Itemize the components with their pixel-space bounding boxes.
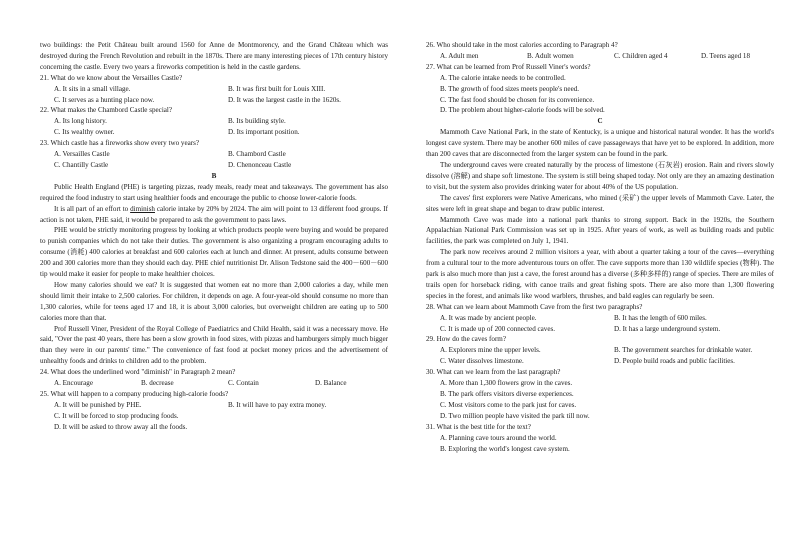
q24-option-d: D. Balance bbox=[315, 379, 347, 388]
q31-option-a: A. Planning cave tours around the world. bbox=[440, 433, 557, 442]
q21-option-b: B. It was first built for Louis XIII. bbox=[228, 84, 326, 93]
q25-option-b: B. It will have to pay extra money. bbox=[228, 400, 327, 409]
question-29: 29. How do the caves form? bbox=[426, 335, 506, 344]
section-c-heading: C bbox=[597, 117, 603, 126]
question-30: 30. What can we learn from the last paragraph? bbox=[426, 368, 561, 377]
q22-options-row2 bbox=[40, 127, 388, 138]
q26-options bbox=[426, 51, 774, 62]
q28-option-d: D. It has a large underground system. bbox=[614, 324, 721, 333]
q29-option-d: D. People build roads and public facilities. bbox=[614, 357, 735, 366]
q21-options-row2 bbox=[40, 95, 388, 106]
question-23: 23. Which castle has a fireworks show every two years? bbox=[40, 139, 200, 148]
q26-option-b: B. Adult women bbox=[527, 51, 574, 60]
question-25: 25. What will happen to a company producing high-calorie foods? bbox=[40, 390, 229, 398]
q29-options-row2 bbox=[426, 356, 774, 367]
q31-options bbox=[426, 433, 774, 455]
q26-option-c: C. Children aged 4 bbox=[614, 51, 668, 60]
q28-options-row2 bbox=[426, 324, 774, 335]
right-column bbox=[426, 40, 774, 454]
pb2-start: It is all part of an effort to bbox=[54, 204, 131, 213]
q24-option-b: B. decrease bbox=[141, 379, 174, 388]
section-b-heading: B bbox=[211, 171, 217, 180]
q31-option-b: B. Exploring the world's longest cave system. bbox=[440, 444, 570, 453]
passage-b-paragraph-3: PHE would be strictly monitoring progress by looking at which products people were buying and would be prepared to punish companies which do not take their duties. The government is also organizing a program encouraging adults to consume (消耗) 400 calories at breakfast and 600 calories each at lunch and dinner. At present, adults consume between 200 and 300 calories more than they should each day. PHE chief nutritionist Dr. Alison Tedstone said the 400－600－600 tip would make it easier for people to make healthier choices. bbox=[40, 226, 388, 279]
question-22: 22. What makes the Chambord Castle special? bbox=[40, 106, 173, 115]
q22-option-d: D. Its important position. bbox=[228, 128, 300, 137]
passage-b-paragraph-5: Prof Russell Viner, President of the Royal College of Paediatrics and Child Health, said it was a necessary move. He said, "Over the past 40 years, there has been a slow growth in food sizes, with pizzas and hamburgers simply much bigger than they were in our parents' time." The convenience of fast food at pocket money prices and the advertisement of unhealthy foods and drinks to children add to the problem. bbox=[40, 324, 388, 366]
q22-option-b: B. Its building style. bbox=[228, 117, 286, 126]
question-21: 21. What do we know about the Versailles Castle? bbox=[40, 73, 183, 82]
q27-option-c: C. The fast food should be chosen for its convenience. bbox=[440, 95, 595, 104]
question-24: 24. What does the underlined word "diminish" in Paragraph 2 mean? bbox=[40, 368, 236, 377]
q28-options-row1 bbox=[426, 313, 774, 324]
q30-option-b: B. The park offers visitors diverse experiences. bbox=[440, 390, 574, 398]
q21-option-a: A. It sits in a small village. bbox=[54, 84, 131, 93]
q26-option-a: A. Adult men bbox=[440, 51, 479, 60]
passage-a-ending: two buildings: the Petit Château built around 1560 for Anne de Montmorency, and the Grand Château which was destroyed during the French Revolution and rebuilt in the 1870s. There are many interesting pieces of 17th century history concerning the castle. Every two years a fireworks competition is held in the castle gardens. bbox=[40, 41, 388, 71]
q22-option-c: C. Its wealthy owner. bbox=[54, 128, 115, 137]
passage-b-paragraph-4: How many calories should we eat? It is suggested that women eat no more than 2,000 calories a day, while men should limit their intake to 2,500 calories. For children, it depends on age. A four-year-old should consume no more than 1,300 calories, while for teens aged 17 and 18, it is about 3,000 calories, but overweight children are eating up to 500 calories more than that. bbox=[40, 280, 388, 322]
underlined-word: diminish bbox=[130, 204, 155, 213]
q25-option-d: D. It will be asked to throw away all the foods. bbox=[54, 422, 188, 431]
passage-c-paragraph-1: Mammoth Cave National Park, in the state of Kentucky, is a unique and historical natural wonder. It has the world's longest cave system. There may be another 600 miles of cave passageways that have yet to be explored. In addition, more than 200 caves that are disconnected from the larger system can be found in the park. bbox=[426, 128, 774, 159]
q25-option-c: C. It will be forced to stop producing foods. bbox=[54, 411, 179, 420]
q27-option-d: D. The problem about higher-calorie foods will be solved. bbox=[440, 106, 605, 115]
q28-option-c: C. It is made up of 200 connected caves. bbox=[440, 324, 556, 333]
q30-option-a: A. More than 1,300 flowers grow in the caves. bbox=[440, 379, 573, 388]
question-26: 26. Who should take in the most calories according to Paragraph 4? bbox=[426, 41, 618, 49]
q30-options bbox=[426, 378, 774, 422]
passage-c-paragraph-2: The underground caves were created naturally by the process of limestone (石灰岩) erosion. Rain and rivers slowly dissolve (溶解) and shape soft limestone. The system is still being shaped today. Not only are they an amazing destination to visit, but the system also provides drinking water for about 40% of the US population. bbox=[426, 160, 774, 191]
q29-options-row1 bbox=[426, 345, 774, 356]
q27-option-b: B. The growth of food sizes meets people's need. bbox=[440, 84, 580, 93]
q28-option-a: A. It was made by ancient people. bbox=[440, 313, 537, 322]
q25-options-row1 bbox=[40, 400, 388, 411]
q21-option-d: D. It was the largest castle in the 1620s. bbox=[228, 95, 341, 104]
q22-options-row1 bbox=[40, 116, 388, 127]
q21-options-row1 bbox=[40, 84, 388, 95]
q23-options-row1 bbox=[40, 149, 388, 160]
passage-c-paragraph-5: The park now receives around 2 million visitors a year, with about a quarter taking a tour of the caves—everything from a cultural tour to the more adventurous tours on offer. The cave supports more than 130 wildlife species (物种). The park is also much more than just a cave, the forest around has a diverse (多种多样的) range of species. There are miles of trails open for horseback riding, with canoe trails and great fishing spots. There are also more than 1,300 flowering species in the forest, and animals like wood warblers, thrushes, and bald eagles can regularly be seen. bbox=[426, 248, 774, 300]
q23-option-b: B. Chambord Castle bbox=[228, 150, 286, 159]
q29-option-b: B. The government searches for drinkable water. bbox=[614, 346, 753, 355]
left-column bbox=[40, 40, 388, 433]
question-28: 28. What can we learn about Mammoth Cave from the first two paragraphs? bbox=[426, 302, 643, 311]
question-31: 31. What is the best title for the text? bbox=[426, 422, 531, 431]
q22-option-a: A. Its long history. bbox=[54, 117, 107, 126]
pb2-rest: calorie intake by 20% by 2024. The aim will point to 13 different food groups. If action is not taken, PHE said, it would be prepared to ask the government to pass laws. bbox=[40, 204, 388, 224]
q24-option-a: A. Encourage bbox=[54, 379, 93, 388]
passage-b-paragraph-2 bbox=[40, 204, 388, 226]
question-27: 27. What can be learned from Prof Russell Viner's words? bbox=[426, 62, 591, 71]
q21-option-c: C. It serves as a hunting place now. bbox=[54, 95, 155, 104]
q25-option-a: A. It will be punished by PHE. bbox=[54, 400, 142, 409]
q23-options-row2 bbox=[40, 160, 388, 171]
q24-options bbox=[40, 378, 388, 389]
q29-option-a: A. Explorers mine the upper levels. bbox=[440, 346, 541, 355]
q29-option-c: C. Water dissolves limestone. bbox=[440, 357, 524, 366]
q26-option-d: D. Teens aged 18 bbox=[701, 51, 751, 60]
q23-option-a: A. Versailles Castle bbox=[54, 150, 110, 159]
q30-option-c: C. Most visitors come to the park just for caves. bbox=[440, 400, 577, 409]
q23-option-c: C. Chantilly Castle bbox=[54, 160, 109, 169]
q25-options-stack bbox=[40, 411, 388, 433]
passage-c-paragraph-4: Mammoth Cave was made into a national park thanks to strong support. Back in the 1920s, the Southern Appalachian National Park Commission was set up in 1925. After years of work, as well as building roads and public facilities, the park was completed on July 1, 1941. bbox=[426, 215, 774, 246]
passage-c-paragraph-3: The caves' first explorers were Native Americans, who mined (采矿) the upper levels of Mammoth Cave. Later, the sites were left in great shape and began to draw public interest. bbox=[426, 193, 774, 213]
passage-b-paragraph-1: Public Health England (PHE) is targeting pizzas, ready meals, ready meat and takeaways. The government has also required the food industry to start using healthier foods and encourage the public to choose lower-calorie foods. bbox=[40, 182, 388, 202]
q23-option-d: D. Chenonceau Castle bbox=[228, 160, 292, 169]
q27-option-a: A. The calorie intake needs to be controlled. bbox=[440, 73, 566, 82]
q30-option-d: D. Two million people have visited the park till now. bbox=[440, 411, 590, 420]
q27-options bbox=[426, 73, 774, 117]
q24-option-c: C. Contain bbox=[228, 379, 259, 388]
q28-option-b: B. It has the length of 600 miles. bbox=[614, 313, 707, 322]
